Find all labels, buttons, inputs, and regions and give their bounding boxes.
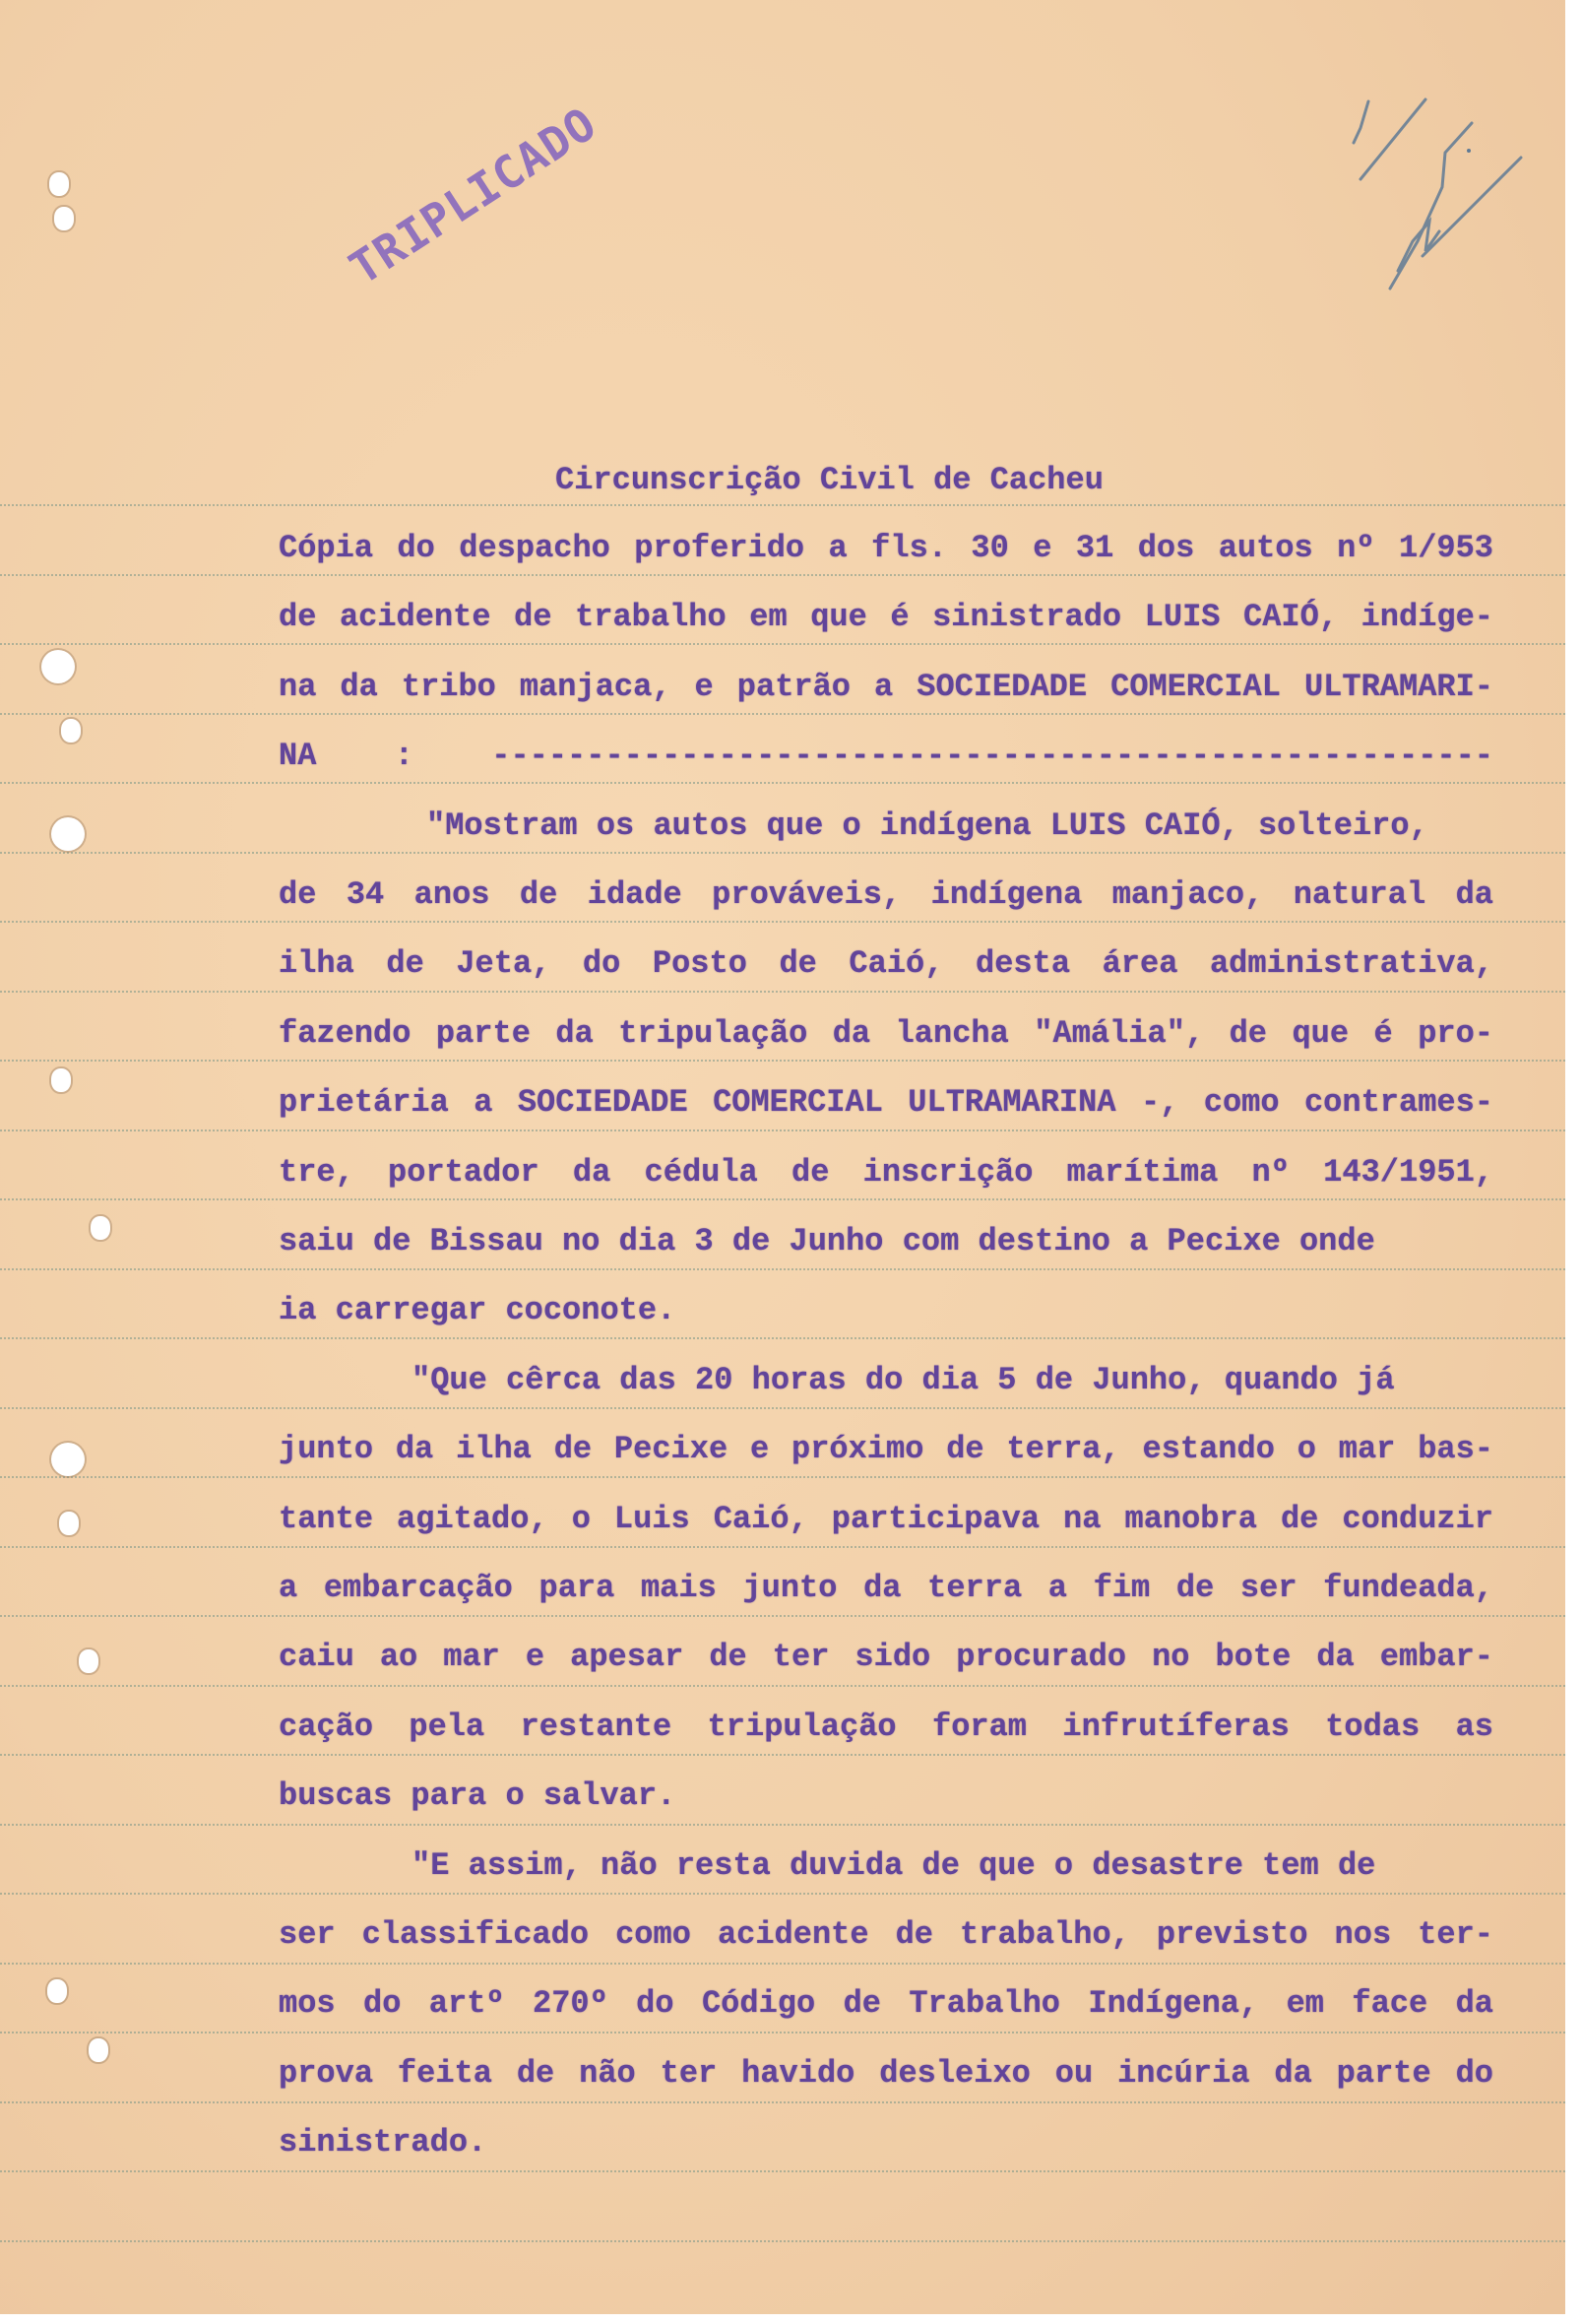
text-line: Cópia do despacho proferido a fls. 30 e 31 dos autos nº 1/953 <box>279 530 1493 566</box>
punch-hole <box>49 172 69 196</box>
text-line: prova feita de não ter havido desleixo ou incúria da parte do <box>279 2054 1493 2092</box>
ruled-line <box>0 1476 1565 1478</box>
ruled-line <box>0 782 1565 784</box>
document-title: Circunscrição Civil de Cacheu <box>555 462 1104 498</box>
ruled-line <box>0 1893 1565 1895</box>
text-line: caiu ao mar e apesar de ter sido procurado no bote da embar- <box>279 1639 1493 1676</box>
punch-hole <box>47 1979 67 2003</box>
ruled-line <box>0 1337 1565 1339</box>
text-line: a embarcação para mais junto da terra a fim de ser fundeada, <box>279 1570 1493 1606</box>
ruled-line <box>0 1130 1565 1131</box>
ruled-line <box>0 1963 1565 1965</box>
ruled-line <box>0 2170 1565 2172</box>
text-line: ilha de Jeta, do Posto de Caió, desta área administrativa, <box>279 945 1493 983</box>
text-line: tante agitado, o Luis Caió, participava na manobra de conduzir <box>279 1500 1493 1537</box>
ruled-line <box>0 643 1565 645</box>
punch-hole <box>61 719 81 742</box>
text-line: sinistrado. <box>279 2124 487 2162</box>
ruled-line <box>0 1615 1565 1617</box>
text-line: ser classificado como acidente de trabalho, previsto nos ter- <box>279 1916 1493 1953</box>
text-line: NA : ----------------------------------------------------- <box>279 738 1493 775</box>
ruled-line <box>0 1546 1565 1548</box>
ruled-line <box>0 2101 1565 2103</box>
punch-hole <box>59 1512 79 1535</box>
punch-hole <box>41 650 75 683</box>
text-line: buscas para o salvar. <box>279 1777 676 1815</box>
punch-hole <box>51 1068 71 1092</box>
punch-hole <box>89 2038 108 2062</box>
ruled-line <box>0 852 1565 854</box>
ruled-line <box>0 1268 1565 1270</box>
ruled-line <box>0 1198 1565 1200</box>
ruled-line <box>0 1060 1565 1062</box>
ruled-line <box>0 574 1565 576</box>
text-line: mos do artº 270º do Código de Trabalho Indígena, em face da <box>279 1985 1493 2023</box>
handwritten-folio-mark <box>1349 94 1546 290</box>
punch-hole <box>79 1649 98 1673</box>
ruled-line <box>0 504 1565 506</box>
text-line: de acidente de trabalho em que é sinistrado LUIS CAIÓ, indíge- <box>279 599 1493 636</box>
ruled-line <box>0 1754 1565 1756</box>
punch-hole <box>51 1443 85 1476</box>
text-line: na da tribo manjaca, e patrão a SOCIEDADE COMERCIAL ULTRAMARI- <box>279 668 1493 705</box>
punch-hole <box>91 1216 110 1240</box>
triplicado-stamp: TRIPLICADO <box>340 97 606 295</box>
text-line: tre, portador da cédula de inscrição marítima nº 143/1951, <box>279 1153 1493 1191</box>
punch-hole <box>51 817 85 851</box>
text-line: ia carregar coconote. <box>279 1292 676 1329</box>
text-line: "E assim, não resta duvida de que o desastre tem de <box>411 1846 1376 1884</box>
ruled-line <box>0 2240 1565 2242</box>
ruled-line <box>0 1685 1565 1687</box>
text-line: junto da ilha de Pecixe e próximo de terra, estando o mar bas- <box>279 1431 1493 1468</box>
ruled-line <box>0 2032 1565 2034</box>
text-line: prietária a SOCIEDADE COMERCIAL ULTRAMARINA -, como contrames- <box>279 1084 1493 1122</box>
ruled-line <box>0 991 1565 993</box>
text-line: de 34 anos de idade prováveis, indígena manjaco, natural da <box>279 876 1493 913</box>
text-line: saiu de Bissau no dia 3 de Junho com destino a Pecixe onde <box>279 1223 1375 1259</box>
ruled-line <box>0 713 1565 715</box>
ruled-line <box>0 921 1565 923</box>
ruled-line <box>0 1824 1565 1826</box>
punch-hole <box>54 207 74 230</box>
text-line: "Que cêrca das 20 horas do dia 5 de Junho, quando já <box>411 1361 1395 1398</box>
ruled-line <box>0 1407 1565 1409</box>
text-line: cação pela restante tripulação foram infrutíferas todas as <box>279 1708 1493 1745</box>
text-line: fazendo parte da tripulação da lancha "Amália", de que é pro- <box>279 1014 1493 1052</box>
text-line: "Mostram os autos que o indígena LUIS CAIÓ, solteiro, <box>426 807 1428 844</box>
